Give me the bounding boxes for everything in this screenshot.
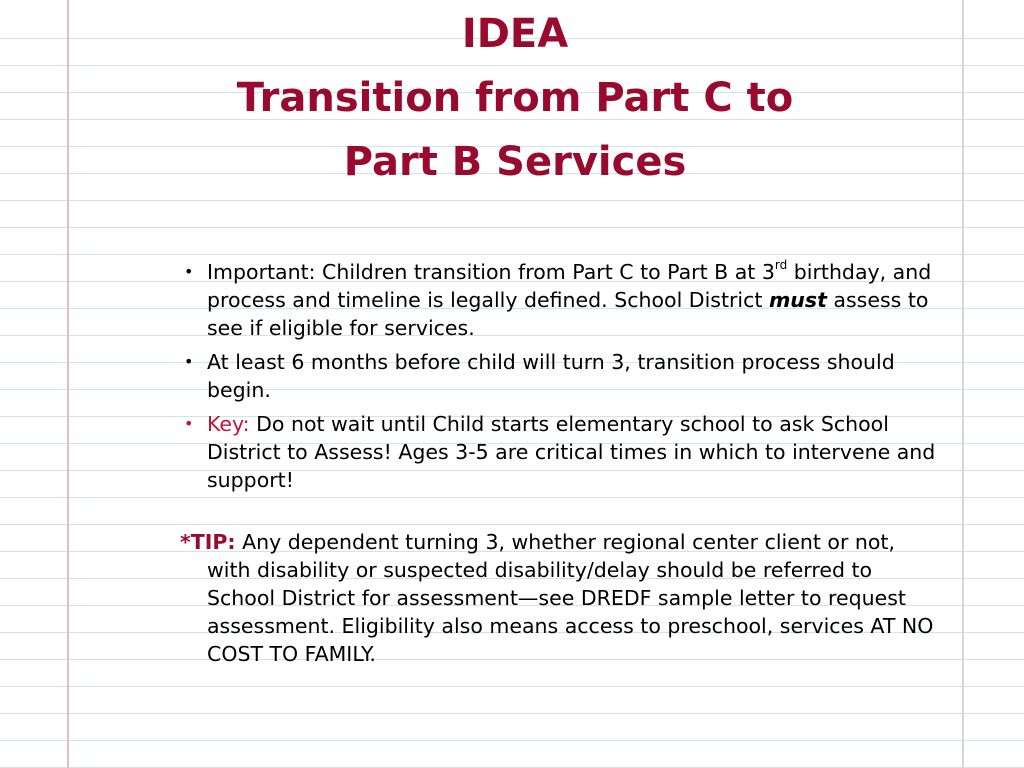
bullet-six-months xyxy=(180,348,940,404)
slide-body xyxy=(180,258,940,668)
tip-text: Any dependent turning 3, whether regional center client or not, with disability or suspected disability/delay should be referred to School District for assessment—see DREDF sample letter to request assessment. Eligibility also means access to preschool, services AT NO COST TO FAMILY. xyxy=(207,530,934,666)
bullet-list xyxy=(180,258,940,494)
tip-label: *TIP: xyxy=(180,530,236,554)
bullet-important-text-c: assess to see if eligible for services. xyxy=(207,288,929,340)
title-line-3: Part B Services xyxy=(343,139,687,185)
notebook-right-line xyxy=(962,0,964,768)
emphasis-must: must xyxy=(768,288,827,312)
bullet-important-text-b: birthday, and process and timeline is legally defined. School District xyxy=(207,260,932,312)
slide-title xyxy=(90,2,940,194)
bullet-icon: • xyxy=(184,352,194,371)
title-line-2: Transition from Part C to xyxy=(236,75,794,121)
title-line-1: IDEA xyxy=(461,11,569,57)
notebook-margin-line xyxy=(67,0,69,768)
key-label: Key: xyxy=(207,412,250,436)
bullet-important-text-a: Important: Children transition from Part C to Part B at 3 xyxy=(207,260,775,284)
bullet-icon: • xyxy=(184,262,194,281)
bullet-key-text: Do not wait until Child starts elementary school to ask School District to Assess! Ages 3-5 are critical times in which to intervene and support! xyxy=(207,412,936,492)
tip-paragraph xyxy=(180,528,940,668)
bullet-icon: • xyxy=(184,414,194,433)
bullet-important xyxy=(180,258,940,342)
superscript-ordinal: rd xyxy=(774,258,788,272)
bullet-key xyxy=(180,410,940,494)
bullet-six-months-text: At least 6 months before child will turn 3, transition process should begin. xyxy=(207,350,895,402)
